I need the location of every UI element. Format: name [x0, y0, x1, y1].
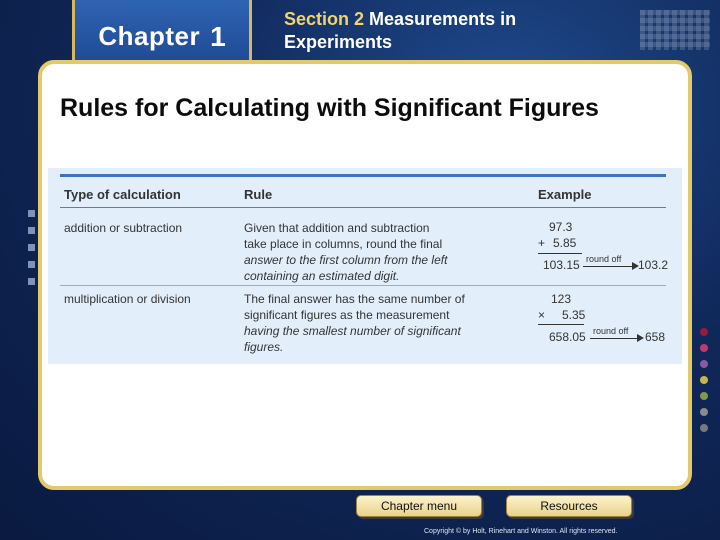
row-addition-type: addition or subtraction: [64, 221, 183, 235]
example-operand-1: 123: [551, 292, 572, 306]
round-off-label: round off: [593, 326, 629, 336]
rule-line: Given that addition and subtraction: [244, 221, 430, 235]
chapter-number: 1: [210, 20, 226, 52]
example-operand-1: 97.3: [549, 220, 573, 234]
column-header-rule: Rule: [244, 187, 273, 202]
row-multiplication-rule: [244, 291, 484, 355]
header-divider: [60, 207, 666, 208]
round-off-label: round off: [586, 254, 622, 264]
round-off-arrow: [590, 338, 638, 339]
side-decoration-dots: [28, 210, 36, 295]
example-product-line: [538, 324, 584, 325]
section-title: Measurements in Experiments: [284, 9, 517, 52]
example-rounded-result: 658: [645, 330, 666, 344]
column-header-type: Type of calculation: [64, 187, 181, 202]
example-rounded-result: 103.2: [638, 258, 669, 272]
row-addition-rule: [244, 220, 484, 284]
example-operand-2: 5.35: [562, 308, 586, 322]
example-raw-result: 103.15: [543, 258, 580, 272]
rule-line: answer to the first column from the left: [244, 253, 448, 267]
grid-decoration: [640, 10, 710, 50]
round-off-arrow: [583, 266, 633, 267]
chapter-menu-button[interactable]: Chapter menu: [356, 495, 482, 517]
arrow-head-icon: [637, 334, 644, 342]
chapter-label: Chapter: [98, 21, 201, 51]
column-header-example: Example: [538, 187, 592, 202]
rule-line: The final answer has the same number of: [244, 292, 465, 306]
row-divider: [60, 285, 666, 286]
row-multiplication-type: multiplication or division: [64, 292, 191, 306]
example-operator: ×: [538, 308, 546, 322]
resources-button[interactable]: Resources: [506, 495, 632, 517]
rule-line: take place in columns, round the final: [244, 237, 443, 251]
rule-line: significant figures as the measurement: [244, 308, 450, 322]
rule-line: figures.: [244, 340, 284, 354]
table-top-rule: [60, 174, 666, 177]
page-title: Rules for Calculating with Significant Figures: [60, 94, 599, 122]
section-header: [284, 8, 584, 54]
example-raw-result: 658.05: [549, 330, 586, 344]
right-decoration-dots: [700, 328, 712, 440]
rule-line: containing an estimated digit.: [244, 269, 400, 283]
example-operator: +: [538, 236, 546, 250]
copyright-text: Copyright © by Holt, Rinehart and Winston. All rights reserved.: [424, 528, 618, 535]
rule-line: having the smallest number of significant: [244, 324, 461, 338]
example-operand-2: 5.85: [553, 236, 577, 250]
example-sum-line: [538, 253, 582, 254]
section-label: Section 2: [284, 9, 365, 29]
